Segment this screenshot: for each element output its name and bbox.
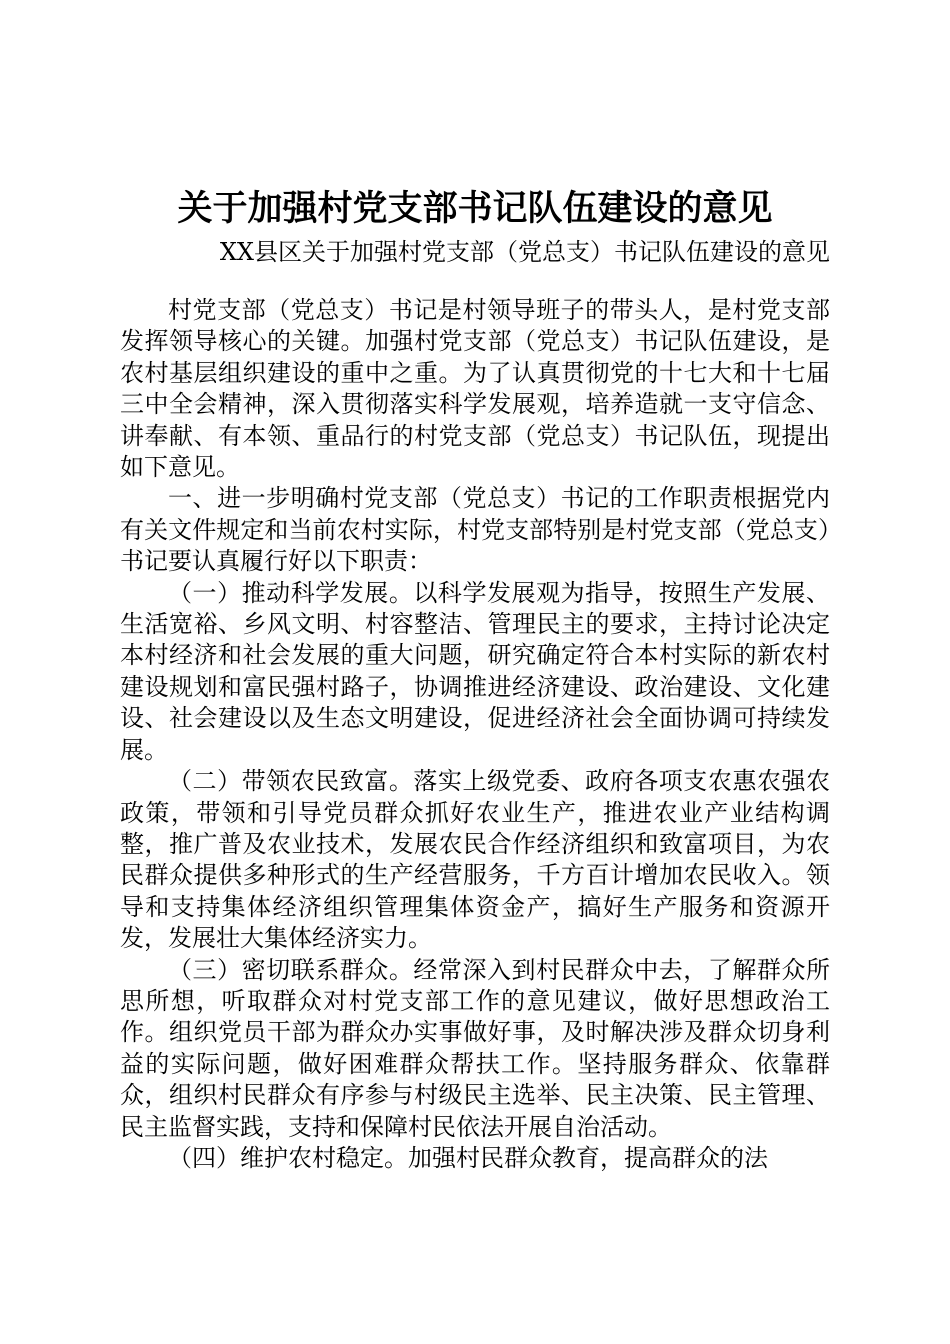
paragraph-intro: 村党支部（党总支）书记是村领导班子的带头人，是村党支部发挥领导核心的关键。加强村党支部（党总支）书记队伍建设，是农村基层组织建设的重中之重。为了认真贯彻党的十七大和十七届三中全会精神，深入贯彻落实科学发展观，培养造就一支守信念、讲奉献、有本领、重品行的村党支部（党总支）书记队伍，现提出如下意见。	[120, 296, 830, 482]
paragraph-item-4: （四）维护农村稳定。加强村民群众教育，提高群众的法	[168, 1143, 768, 1172]
document-subtitle: XX县区关于加强村党支部（党总支）书记队伍建设的意见	[219, 238, 830, 266]
paragraph-section-1-heading: 一、进一步明确村党支部（党总支）书记的工作职责根据党内有关文件规定和当前农村实际，村党支部特别是村党支部（党总支）书记要认真履行好以下职责：	[120, 484, 830, 576]
document-body	[120, 295, 830, 1174]
document-title: 关于加强村党支部书记队伍建设的意见	[177, 188, 773, 229]
paragraph-item-3: （三）密切联系群众。经常深入到村民群众中去，了解群众所思所想，听取群众对村党支部工作的意见建议，做好思想政治工作。组织党员干部为群众办实事做好事，及时解决涉及群众切身利益的实际问题，做好困难群众帮扶工作。坚持服务群众、依靠群众，组织村民群众有序参与村级民主选举、民主决策、民主管理、民主监督实践，支持和保障村民依法开展自治活动。	[120, 955, 830, 1141]
paragraph-item-1: （一）推动科学发展。以科学发展观为指导，按照生产发展、生活宽裕、乡风文明、村容整洁、管理民主的要求，主持讨论决定本村经济和社会发展的重大问题，研究确定符合本村实际的新农村建设规划和富民强村路子，协调推进经济建设、政治建设、文化建设、社会建设以及生态文明建设，促进经济社会全面协调可持续发展。	[120, 578, 830, 764]
paragraph-item-2: （二）带领农民致富。落实上级党委、政府各项支农惠农强农政策，带领和引导党员群众抓好农业生产，推进农业产业结构调整，推广普及农业技术，发展农民合作经济组织和致富项目，为农民群众提供多种形式的生产经营服务，千方百计增加农民收入。领导和支持集体经济组织管理集体资金产，搞好生产服务和资源开发，发展壮大集体经济实力。	[120, 767, 830, 953]
